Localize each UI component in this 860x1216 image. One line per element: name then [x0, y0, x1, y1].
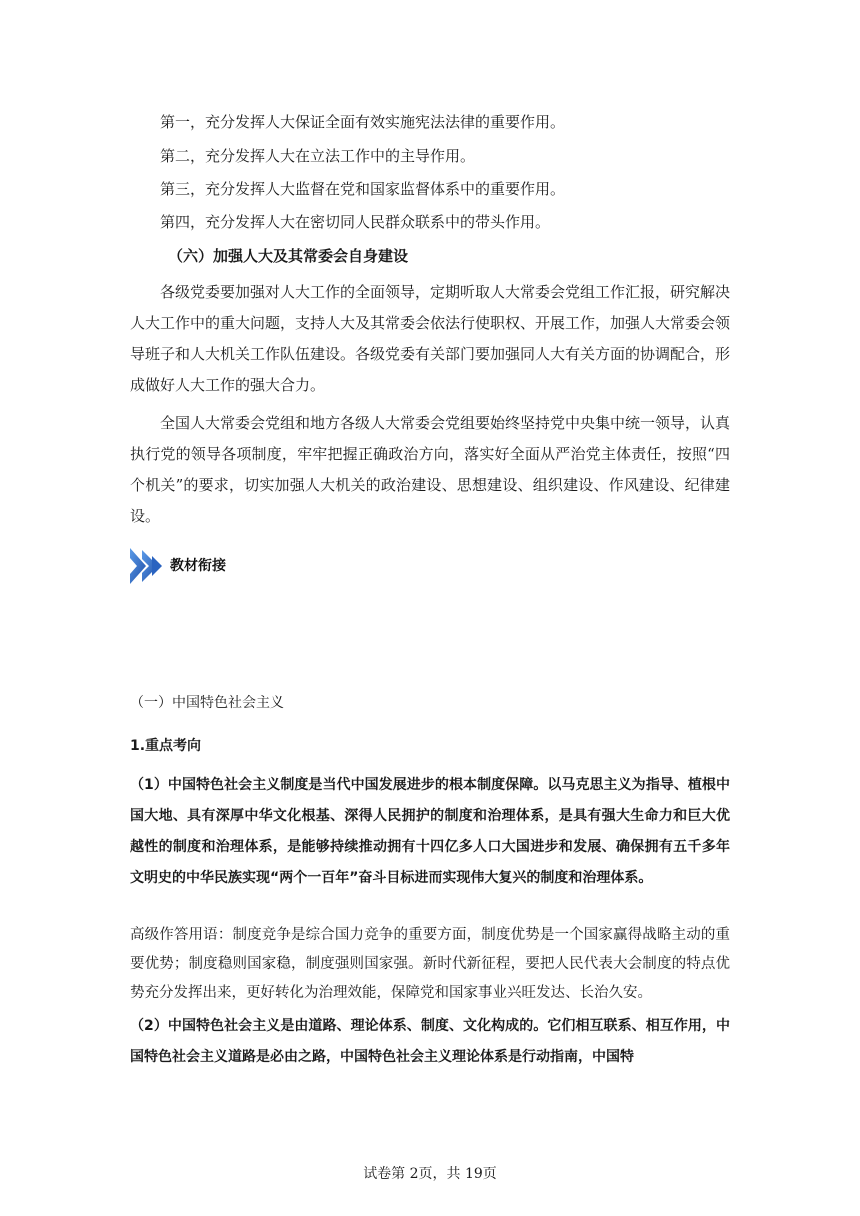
- page-footer: 试卷第 2页，共 19页: [363, 1166, 497, 1182]
- section-title: （一）中国特色社会主义: [130, 695, 284, 711]
- double-chevron-right-icon: [129, 547, 167, 585]
- list-item-third: 第三，充分发挥人大监督在党和国家监督体系中的重要作用。: [160, 180, 566, 198]
- section-heading: （六）加强人大及其常委会自身建设: [168, 247, 409, 265]
- key-point-paragraph: （1）中国特色社会主义制度是当代中国发展进步的根本制度保障。以马克思主义为指导、植根中国大地、具有深厚中华文化根基、深得人民拥护的制度和治理体系，是具有强大生命力和巨大优越性的制度和治理体系，是能够持续推动拥有十四亿多人口大国进步和发展、确保拥有五千多年文明史的中华民族实现“两个一百年”奋斗目标进而实现伟大复兴的制度和治理体系。: [130, 777, 730, 886]
- list-item-second: 第二，充分发挥人大在立法工作中的主导作用。: [160, 147, 476, 165]
- banner-label: 教材衔接: [170, 558, 226, 574]
- list-item-fourth: 第四，充分发挥人大在密切同人民群众联系中的带头作用。: [160, 213, 551, 231]
- key-point-paragraph: （2）中国特色社会主义是由道路、理论体系、制度、文化构成的。它们相互联系、相互作用，中国特色社会主义道路是必由之路，中国特色社会主义理论体系是行动指南，中国特: [130, 1018, 730, 1065]
- advanced-answer-paragraph: 高级作答用语：制度竞争是综合国力竞争的重要方面，制度优势是一个国家赢得战略主动的重要优势；制度稳则国家稳，制度强则国家强。新时代新征程，要把人民代表大会制度的特点优势充分发挥出来，更好转化为治理效能，保障党和国家事业兴旺发达、长治久安。: [130, 927, 730, 1001]
- sub-title: 1.重点考向: [130, 738, 202, 754]
- list-item-first: 第一，充分发挥人大保证全面有效实施宪法法律的重要作用。: [160, 113, 566, 131]
- body-paragraph: 全国人大常委会党组和地方各级人大常委会党组要始终坚持党中央集中统一领导，认真执行党的领导各项制度，牢牢把握正确政治方向，落实好全面从严治党主体责任，按照“四个机关”的要求，切实加强人大机关的政治建设、思想建设、组织建设、作风建设、纪律建设。: [130, 414, 731, 525]
- textbook-link-banner: [129, 547, 329, 585]
- body-paragraph: 各级党委要加强对人大工作的全面领导，定期听取人大常委会党组工作汇报，研究解决人大工作中的重大问题，支持人大及其常委会依法行使职权、开展工作，加强人大常委会领导班子和人大机关工作队伍建设。各级党委有关部门要加强同人大有关方面的协调配合，形成做好人大工作的强大合力。: [130, 283, 731, 394]
